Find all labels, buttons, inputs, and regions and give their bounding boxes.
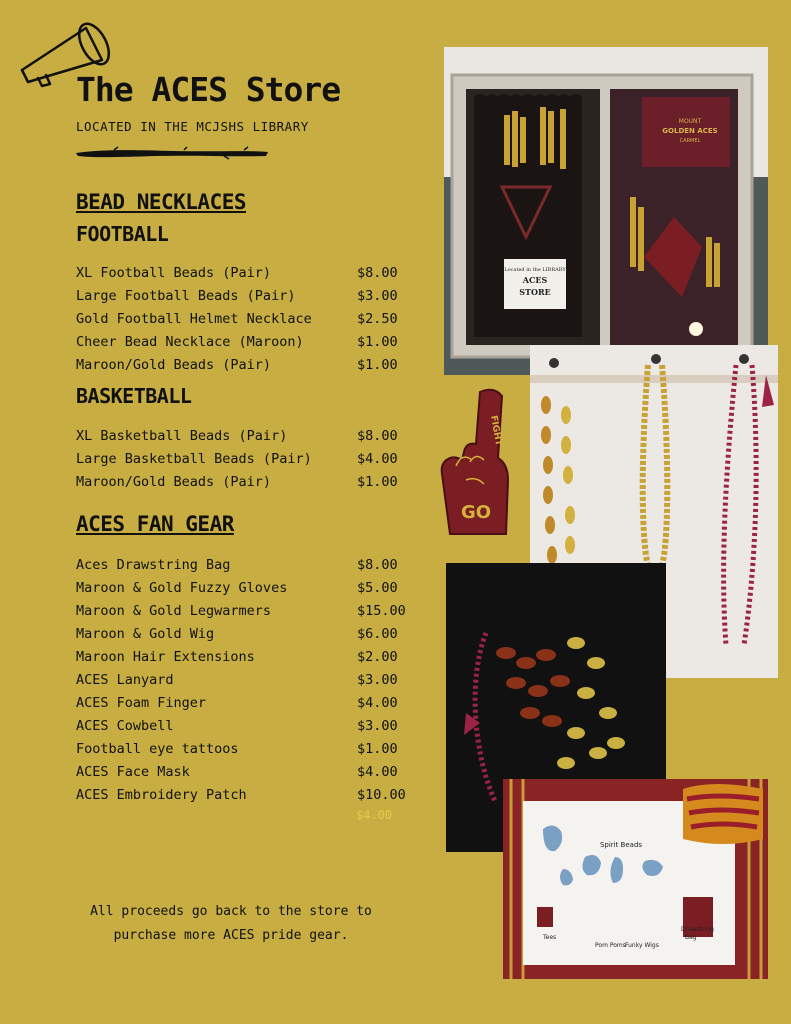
item-price: $3.00 (357, 288, 398, 304)
list-item (76, 695, 416, 718)
item-price: $8.00 (357, 428, 398, 444)
foam-finger-icon (436, 386, 520, 536)
fan-gear-price-list (76, 557, 416, 810)
item-price: $1.00 (357, 357, 398, 373)
board-label: Drawstring (681, 926, 714, 933)
item-name: ACES Embroidery Patch (76, 787, 247, 803)
item-name: ACES Lanyard (76, 672, 174, 688)
case-banner-text: GOLDEN ACES (662, 127, 718, 135)
item-price: $4.00 (357, 764, 398, 780)
footer-note (70, 900, 392, 948)
item-name: XL Football Beads (Pair) (76, 265, 272, 281)
item-price: $3.00 (357, 672, 398, 688)
item-name: Maroon & Gold Fuzzy Gloves (76, 580, 288, 596)
list-item (76, 603, 416, 626)
item-price: $4.00 (357, 695, 398, 711)
list-item (76, 741, 416, 764)
board-label: Pom Poms (595, 942, 626, 949)
item-name: Maroon & Gold Wig (76, 626, 215, 642)
list-item (76, 451, 416, 474)
footer-line: All proceeds go back to the store to (90, 904, 372, 919)
brush-stroke-divider (74, 146, 270, 160)
subheading-football: FOOTBALL (76, 222, 169, 246)
basketball-price-list (76, 428, 416, 497)
item-name: Maroon Hair Extensions (76, 649, 255, 665)
list-item (76, 672, 416, 695)
football-price-list (76, 265, 416, 380)
section-heading-bead-necklaces: BEAD NECKLACES (76, 190, 247, 214)
item-name: Cheer Bead Necklace (Maroon) (76, 334, 304, 350)
list-item (76, 764, 416, 787)
display-case-photo (444, 47, 768, 375)
list-item (76, 649, 416, 672)
item-price: $15.00 (357, 603, 406, 619)
case-banner-text: CARMEL (679, 138, 701, 144)
board-label: Bag (685, 934, 697, 941)
item-price: $5.00 (357, 580, 398, 596)
item-name: Large Football Beads (Pair) (76, 288, 296, 304)
item-name: ACES Foam Finger (76, 695, 207, 711)
item-price: $1.00 (357, 474, 398, 490)
faded-price: $4.00 (356, 808, 393, 822)
item-name: Football eye tattoos (76, 741, 239, 757)
board-title: Spirit Beads (599, 841, 643, 849)
list-item (76, 580, 416, 603)
section-heading-fan-gear: ACES FAN GEAR (76, 512, 234, 536)
item-name: Gold Football Helmet Necklace (76, 311, 312, 327)
item-name: Large Basketball Beads (Pair) (76, 451, 312, 467)
list-item (76, 557, 416, 580)
spirit-board-photo (503, 779, 768, 979)
page-title: The ACES Store (76, 70, 341, 109)
list-item (76, 474, 416, 497)
item-name: XL Basketball Beads (Pair) (76, 428, 288, 444)
list-item (76, 718, 416, 741)
subheading-basketball: BASKETBALL (76, 384, 192, 408)
case-sign-text: STORE (519, 287, 551, 297)
item-name: Maroon/Gold Beads (Pair) (76, 357, 272, 373)
item-price: $2.50 (357, 311, 398, 327)
list-item (76, 334, 416, 357)
list-item (76, 787, 416, 810)
item-price: $1.00 (357, 334, 398, 350)
case-sign-text: Located in the LIBRARY (504, 267, 566, 273)
item-price: $3.00 (357, 718, 398, 734)
item-price: $8.00 (357, 265, 398, 281)
foam-finger-text: FIGHT (488, 414, 504, 447)
list-item (76, 428, 416, 451)
item-name: Maroon & Gold Legwarmers (76, 603, 272, 619)
item-price: $8.00 (357, 557, 398, 573)
list-item (76, 288, 416, 311)
footer-line: purchase more ACES pride gear. (113, 928, 349, 943)
page-subtitle: LOCATED IN THE MCJSHS LIBRARY (76, 119, 309, 134)
item-name: ACES Cowbell (76, 718, 174, 734)
list-item (76, 357, 416, 380)
item-name: Aces Drawstring Bag (76, 557, 231, 573)
item-price: $2.00 (357, 649, 398, 665)
board-label: Funky Wigs (625, 942, 659, 949)
item-name: Maroon/Gold Beads (Pair) (76, 474, 272, 490)
list-item (76, 311, 416, 334)
item-price: $4.00 (357, 451, 398, 467)
case-sign-text: ACES (522, 275, 548, 285)
item-price: $10.00 (357, 787, 406, 803)
item-price: $6.00 (357, 626, 398, 642)
board-label: Tees (543, 934, 557, 941)
item-price: $1.00 (357, 741, 398, 757)
list-item (76, 265, 416, 288)
foam-finger-text: GO (460, 502, 492, 523)
case-banner-text: MOUNT (678, 118, 702, 125)
item-name: ACES Face Mask (76, 764, 190, 780)
list-item (76, 626, 416, 649)
